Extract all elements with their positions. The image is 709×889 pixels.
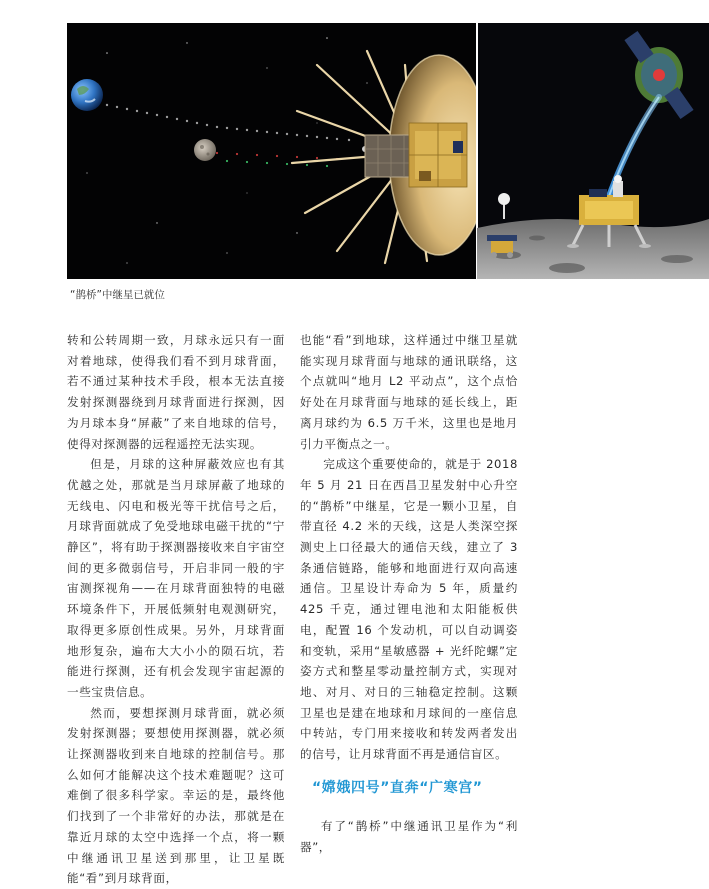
left-paragraph-3: 然而，要想探测月球背面，就必须发射探测器；要想使用探测器，就必须让探测器收到来自地球的控制信号。那么如何才能解决这个技术难题呢？这可难倒了很多科学家。幸运的是，最终他们找到了一个非常好的办法，那就是在靠近月球的太空中选择一个点，将一颗中继通讯卫星送到那里，让卫星既能“看”到月球背面， <box>67 705 285 886</box>
left-paragraph-2: 但是，月球的这种屏蔽效应也有其优越之处，那就是当月球屏蔽了地球的无线电、闪电和极光等干扰信号之后，月球背面就成了免受地球电磁干扰的“宁静区”，将有助于探测器接收来自宇宙空间的更多微弱信号，开启非同一般的宇宙测探视角——在月球背面独特的电磁环境条件下，开展低频射电观测研究，取得更多原创性成果。另外，月球背面地形复杂，遍布大大小小的陨石坑，若能进行探测，还有机会发现宇宙起源的一些宝贵信息。 <box>67 457 285 699</box>
right-text-column <box>300 330 518 858</box>
figure-caption: “鹊桥”中继星已就位 <box>70 289 165 301</box>
right-paragraph-2: 完成这个重要使命的，就是于 2018 年 5 月 21 日在西昌卫星发射中心升空的“鹊桥”中继星，它是一颗小卫星，自带直径 4.2 米的天线，这是人类深空探测史上口径最大的通信天线，建立了 3 条通信链路，能够和地面进行双向高速通信。卫星设计寿命为 5 年，质量约 425 千克，通过锂电池和太阳能板供电，配置 16 个发动机，可以自动调姿和变轨，采用“星敏感器 + 光纤陀螺”定姿方式和整星零动量控制方式，实现对地、对月、对日的三轴稳定控制。这颗卫星也是建在地球和月球间的一座信息中转站，专门用来接收和转发两者发出的信号，让月球背面不再是通信盲区。 <box>300 457 518 762</box>
earth-icon <box>71 79 103 111</box>
illustration-graphic <box>67 23 709 279</box>
right-paragraph-1: 也能“看”到地球，这样通过中继卫星就能实现月球背面与地球的通讯联络，这个点就叫“地月 L2 平动点”，这个点恰好处在月球背面与地球的延长线上，距离月球约为 6.5 万千米，这里也是地月引力平衡点之一。 <box>300 333 518 451</box>
left-paragraph-1: 转和公转周期一致，月球永远只有一面对着地球，使得我们看不到月球背面，若不通过某种技术手段，根本无法直接发射探测器绕到月球背面进行探测，因为月球本身“屏蔽”了来自地球的信号，使得对探测器的远程遥控无法实现。 <box>67 333 285 451</box>
left-text-column <box>67 330 285 889</box>
relay-satellite-icon <box>292 51 489 263</box>
right-paragraph-3: 有了“鹊桥”中继通讯卫星作为“利器”， <box>300 819 518 855</box>
lunar-surface-scene <box>477 23 709 279</box>
relay-satellite-illustration <box>67 23 709 279</box>
moon-icon <box>194 139 216 161</box>
section-heading: “嫦娥四号”直奔“广寒宫” <box>312 779 483 796</box>
